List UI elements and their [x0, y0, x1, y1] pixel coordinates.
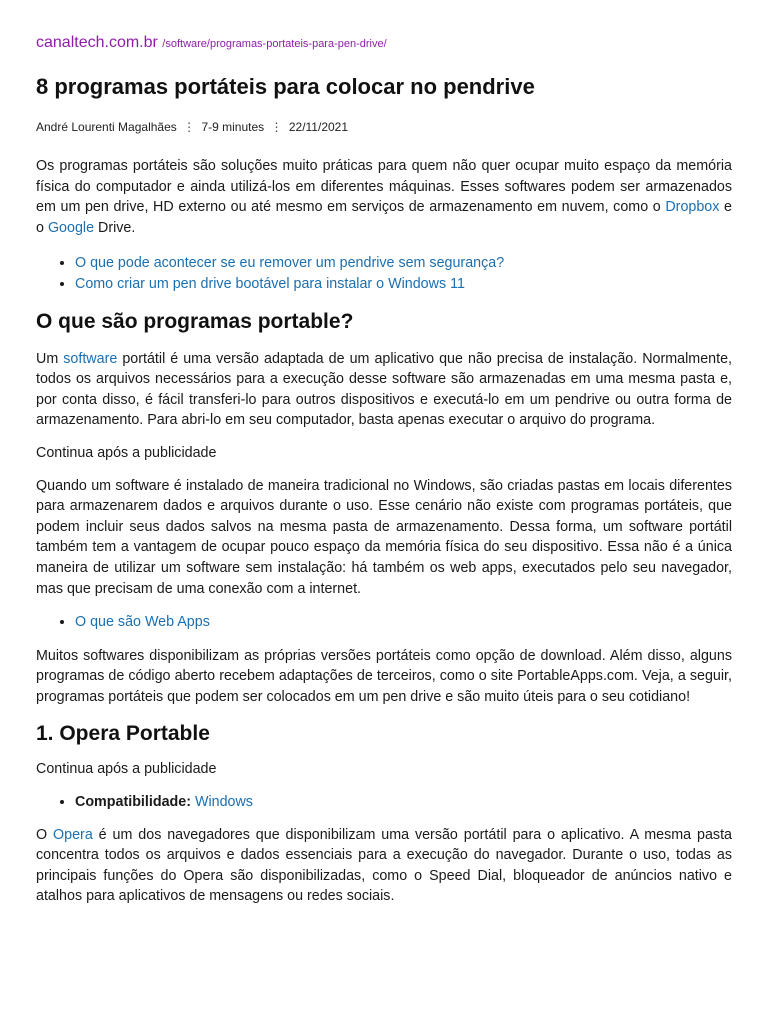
section-heading-opera: 1. Opera Portable	[36, 722, 210, 746]
related-links-list	[36, 612, 732, 633]
intro-text: e o	[36, 199, 732, 236]
list-item	[75, 792, 732, 813]
intro-text: Drive.	[94, 219, 136, 236]
section-heading-portable: O que são programas portable?	[36, 309, 354, 333]
source-url	[36, 33, 732, 57]
google-link[interactable]: Google	[47, 219, 95, 236]
paragraph: Quando um software é instalado de maneira tradicional no Windows, são criadas pastas em locais diferentes para armazenarem dados e arquivos durante o uso. Esse cenário não existe com programas portáteis, que podem incluir seus dados salvos na mesma pasta de armazenamento. Dessa forma, um software portátil também tem a vantagem de ocupar pouco espaço da memória física do seu dispositivo. Essa não é a única maneira de utilizar um software sem instalação: há também os web apps, executados pelo seu navegador, mas que precisam de uma conexão com a internet.	[36, 477, 732, 597]
site-domain-link[interactable]: canaltech.com.br	[36, 34, 158, 51]
article-title: 8 programas portáteis para colocar no pendrive	[36, 74, 535, 99]
article-byline	[36, 119, 732, 135]
related-link-pendrive-bootavel[interactable]: Como criar um pen drive bootável para instalar o Windows 11	[75, 275, 465, 292]
byline-separator: ⋮	[183, 120, 196, 134]
paragraph: Muitos softwares disponibilizam as próprias versões portáteis como opção de download. Além disso, alguns programas de código aberto recebem adaptações de terceiros, como o site PortableApps.com. Veja, a seguir, programas portáteis que podem ser colocados em um pen drive e são muito úteis para o seu cotidiano!	[36, 647, 732, 705]
related-link-web-apps[interactable]: O que são Web Apps	[75, 614, 210, 631]
publish-date: 22/11/2021	[288, 120, 349, 134]
intro-paragraph	[36, 156, 732, 238]
byline-separator: ⋮	[270, 120, 283, 134]
list-item	[75, 274, 732, 295]
intro-text: Os programas portáteis são soluções muito práticas para quem não quer ocupar muito espaço da memória física do computador e ainda utilizá-los em diferentes máquinas. Esses softwares podem ser armazenados em um pen drive, HD externo ou até mesmo em serviços de armazenamento em nuvem, como o	[36, 158, 732, 216]
list-item	[75, 612, 732, 633]
software-link[interactable]: software	[63, 350, 118, 367]
compatibility-list	[36, 792, 732, 813]
ad-notice: Continua após a publicidade	[36, 444, 217, 461]
paragraph	[36, 349, 732, 431]
compatibility-label: Compatibilidade:	[75, 794, 191, 811]
ad-notice: Continua após a publicidade	[36, 761, 217, 778]
paragraph-text: O	[36, 826, 54, 843]
related-links-list	[36, 253, 732, 294]
paragraph-text: é um dos navegadores que disponibilizam uma versão portátil para o aplicativo. A mesma pasta concentra todos os arquivos e dados essenciais para a execução do navegador. Durante o uso, todas as principais funções do Opera são disponibilizadas, como o Speed Dial, bloqueador de anúncios nativo e atalhos para aplicativos de mensagens ou redes sociais.	[36, 826, 733, 905]
paragraph	[36, 825, 732, 907]
read-time: 7-9 minutes	[201, 120, 265, 134]
list-item	[75, 253, 732, 274]
paragraph-text: portátil é uma versão adaptada de um aplicativo que não precisa de instalação. Normalmente, todos os arquivos necessários para a execução desse software são armazenadas em uma mesma pasta e, por conta disso, é fácil transferi-lo para outros dispositivos e executá-lo em um pendrive ou outra forma de armazenamento. Para abri-lo em seu computador, basta apenas executar o arquivo do programa.	[36, 350, 732, 429]
paragraph-text: Um	[36, 350, 64, 367]
opera-link[interactable]: Opera	[53, 826, 93, 843]
site-path-link[interactable]: /software/programas-portateis-para-pen-drive/	[162, 38, 387, 50]
dropbox-link[interactable]: Dropbox	[665, 199, 720, 216]
windows-link[interactable]: Windows	[194, 794, 253, 811]
author-name: André Lourenti Magalhães	[36, 120, 177, 134]
related-link-remover-pendrive[interactable]: O que pode acontecer se eu remover um pendrive sem segurança?	[75, 255, 505, 272]
